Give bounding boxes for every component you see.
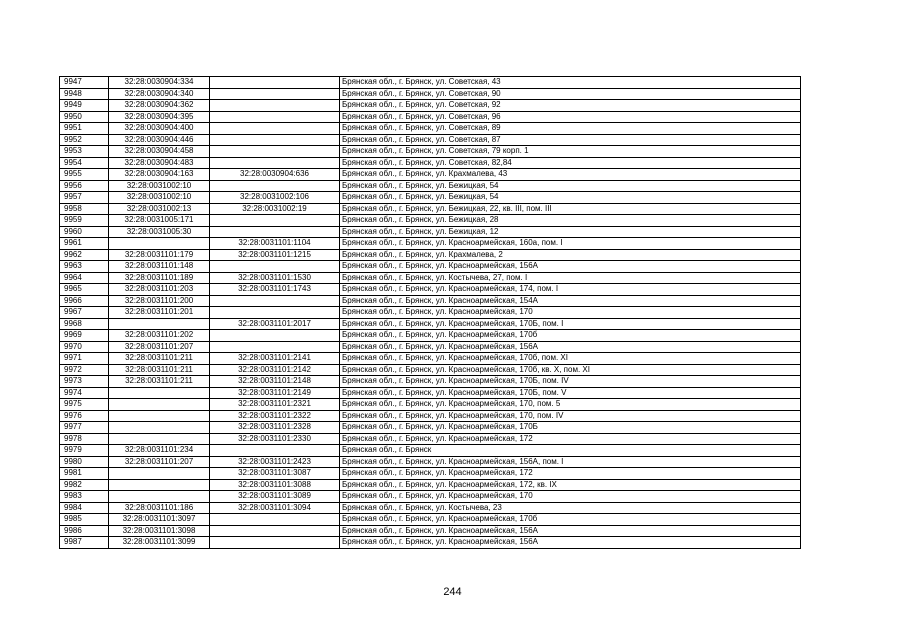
table-row [60, 77, 801, 89]
object-cadastral-number-cell: 32:28:0031101:2141 [210, 353, 340, 365]
address-cell: Брянская обл., г. Брянск, ул. Костычева, 27, пом. I [340, 272, 801, 284]
table-row [60, 479, 801, 491]
row-number-cell: 9956 [60, 180, 109, 192]
parcel-cadastral-number-cell: 32:28:0031101:207 [109, 456, 210, 468]
parcel-cadastral-number-cell [109, 468, 210, 480]
object-cadastral-number-cell: 32:28:0031101:1743 [210, 284, 340, 296]
row-number-cell: 9974 [60, 387, 109, 399]
row-number-cell: 9971 [60, 353, 109, 365]
row-number-cell: 9965 [60, 284, 109, 296]
row-number-cell: 9973 [60, 376, 109, 388]
address-cell: Брянская обл., г. Брянск, ул. Красноармейская, 170б, кв. X, пом. XI [340, 364, 801, 376]
table-row [60, 445, 801, 457]
parcel-cadastral-number-cell: 32:28:0030904:395 [109, 111, 210, 123]
object-cadastral-number-cell [210, 445, 340, 457]
parcel-cadastral-number-cell: 32:28:0031101:3099 [109, 537, 210, 549]
parcel-cadastral-number-cell: 32:28:0030904:400 [109, 123, 210, 135]
object-cadastral-number-cell [210, 226, 340, 238]
object-cadastral-number-cell: 32:28:0031101:1530 [210, 272, 340, 284]
parcel-cadastral-number-cell: 32:28:0031002:10 [109, 180, 210, 192]
row-number-cell: 9963 [60, 261, 109, 273]
table-row [60, 192, 801, 204]
table-row [60, 456, 801, 468]
address-cell: Брянская обл., г. Брянск, ул. Красноармейская, 170 [340, 307, 801, 319]
object-cadastral-number-cell [210, 146, 340, 158]
table-row [60, 261, 801, 273]
object-cadastral-number-cell: 32:28:0031002:19 [210, 203, 340, 215]
parcel-cadastral-number-cell: 32:28:0031101:203 [109, 284, 210, 296]
object-cadastral-number-cell: 32:28:0031101:2321 [210, 399, 340, 411]
address-cell: Брянская обл., г. Брянск, ул. Красноармейская, 172 [340, 468, 801, 480]
address-cell: Брянская обл., г. Брянск, ул. Советская, 96 [340, 111, 801, 123]
row-number-cell: 9980 [60, 456, 109, 468]
address-cell: Брянская обл., г. Брянск, ул. Бежицкая, 22, кв. III, пом. III [340, 203, 801, 215]
table-row [60, 226, 801, 238]
object-cadastral-number-cell [210, 525, 340, 537]
row-number-cell: 9952 [60, 134, 109, 146]
parcel-cadastral-number-cell: 32:28:0031005:171 [109, 215, 210, 227]
object-cadastral-number-cell: 32:28:0031101:3089 [210, 491, 340, 503]
address-cell: Брянская обл., г. Брянск, ул. Советская, 90 [340, 88, 801, 100]
parcel-cadastral-number-cell: 32:28:0031101:211 [109, 353, 210, 365]
table-row [60, 307, 801, 319]
address-cell: Брянская обл., г. Брянск, ул. Советская, 82,84 [340, 157, 801, 169]
parcel-cadastral-number-cell: 32:28:0031101:234 [109, 445, 210, 457]
table-row [60, 376, 801, 388]
address-cell: Брянская обл., г. Брянск [340, 445, 801, 457]
table-row [60, 422, 801, 434]
table-row [60, 169, 801, 181]
address-cell: Брянская обл., г. Брянск, ул. Красноармейская, 156А [340, 537, 801, 549]
row-number-cell: 9986 [60, 525, 109, 537]
address-cell: Брянская обл., г. Брянск, ул. Красноармейская, 154А [340, 295, 801, 307]
address-cell: Брянская обл., г. Брянск, ул. Бежицкая, 54 [340, 192, 801, 204]
cadastral-records-table [59, 76, 801, 549]
address-cell: Брянская обл., г. Брянск, ул. Советская, 79 корп. 1 [340, 146, 801, 158]
object-cadastral-number-cell [210, 307, 340, 319]
address-cell: Брянская обл., г. Брянск, ул. Крахмалева, 43 [340, 169, 801, 181]
parcel-cadastral-number-cell [109, 433, 210, 445]
row-number-cell: 9955 [60, 169, 109, 181]
row-number-cell: 9982 [60, 479, 109, 491]
address-cell: Брянская обл., г. Брянск, ул. Бежицкая, 28 [340, 215, 801, 227]
table-row [60, 399, 801, 411]
row-number-cell: 9951 [60, 123, 109, 135]
table-row [60, 284, 801, 296]
parcel-cadastral-number-cell: 32:28:0031101:179 [109, 249, 210, 261]
table-row [60, 514, 801, 526]
address-cell: Брянская обл., г. Брянск, ул. Красноармейская, 170б [340, 514, 801, 526]
address-cell: Брянская обл., г. Брянск, ул. Красноармейская, 170, пом. 5 [340, 399, 801, 411]
parcel-cadastral-number-cell [109, 491, 210, 503]
object-cadastral-number-cell: 32:28:0031101:2017 [210, 318, 340, 330]
table-row [60, 525, 801, 537]
parcel-cadastral-number-cell: 32:28:0031101:200 [109, 295, 210, 307]
table-row [60, 433, 801, 445]
object-cadastral-number-cell [210, 100, 340, 112]
table-body [60, 77, 801, 549]
row-number-cell: 9981 [60, 468, 109, 480]
row-number-cell: 9947 [60, 77, 109, 89]
table-row [60, 502, 801, 514]
object-cadastral-number-cell: 32:28:0030904:636 [210, 169, 340, 181]
row-number-cell: 9985 [60, 514, 109, 526]
table-row [60, 88, 801, 100]
table-row [60, 180, 801, 192]
object-cadastral-number-cell: 32:28:0031002:106 [210, 192, 340, 204]
parcel-cadastral-number-cell: 32:28:0031101:186 [109, 502, 210, 514]
object-cadastral-number-cell: 32:28:0031101:2423 [210, 456, 340, 468]
parcel-cadastral-number-cell: 32:28:0030904:334 [109, 77, 210, 89]
row-number-cell: 9987 [60, 537, 109, 549]
object-cadastral-number-cell [210, 514, 340, 526]
parcel-cadastral-number-cell: 32:28:0031002:10 [109, 192, 210, 204]
row-number-cell: 9953 [60, 146, 109, 158]
row-number-cell: 9960 [60, 226, 109, 238]
parcel-cadastral-number-cell: 32:28:0031101:3097 [109, 514, 210, 526]
address-cell: Брянская обл., г. Брянск, ул. Красноармейская, 170 [340, 491, 801, 503]
address-cell: Брянская обл., г. Брянск, ул. Красноармейская, 170Б [340, 422, 801, 434]
address-cell: Брянская обл., г. Брянск, ул. Бежицкая, 54 [340, 180, 801, 192]
table-row [60, 249, 801, 261]
parcel-cadastral-number-cell [109, 422, 210, 434]
object-cadastral-number-cell: 32:28:0031101:3088 [210, 479, 340, 491]
object-cadastral-number-cell: 32:28:0031101:1104 [210, 238, 340, 250]
object-cadastral-number-cell: 32:28:0031101:2328 [210, 422, 340, 434]
parcel-cadastral-number-cell: 32:28:0031002:13 [109, 203, 210, 215]
row-number-cell: 9975 [60, 399, 109, 411]
parcel-cadastral-number-cell: 32:28:0031101:201 [109, 307, 210, 319]
row-number-cell: 9967 [60, 307, 109, 319]
table-row [60, 111, 801, 123]
address-cell: Брянская обл., г. Брянск, ул. Красноармейская, 156А [340, 261, 801, 273]
parcel-cadastral-number-cell: 32:28:0030904:163 [109, 169, 210, 181]
object-cadastral-number-cell [210, 261, 340, 273]
address-cell: Брянская обл., г. Брянск, ул. Красноармейская, 160а, пом. I [340, 238, 801, 250]
object-cadastral-number-cell [210, 111, 340, 123]
row-number-cell: 9976 [60, 410, 109, 422]
object-cadastral-number-cell [210, 215, 340, 227]
row-number-cell: 9972 [60, 364, 109, 376]
object-cadastral-number-cell: 32:28:0031101:1215 [210, 249, 340, 261]
parcel-cadastral-number-cell [109, 318, 210, 330]
parcel-cadastral-number-cell [109, 387, 210, 399]
parcel-cadastral-number-cell: 32:28:0031101:207 [109, 341, 210, 353]
table-row [60, 146, 801, 158]
table-row [60, 100, 801, 112]
row-number-cell: 9959 [60, 215, 109, 227]
parcel-cadastral-number-cell: 32:28:0030904:446 [109, 134, 210, 146]
parcel-cadastral-number-cell: 32:28:0030904:362 [109, 100, 210, 112]
table-row [60, 215, 801, 227]
object-cadastral-number-cell: 32:28:0031101:2322 [210, 410, 340, 422]
page-number: 244 [443, 586, 462, 598]
table-row [60, 410, 801, 422]
parcel-cadastral-number-cell: 32:28:0031101:211 [109, 376, 210, 388]
parcel-cadastral-number-cell [109, 479, 210, 491]
parcel-cadastral-number-cell: 32:28:0031101:148 [109, 261, 210, 273]
address-cell: Брянская обл., г. Брянск, ул. Красноармейская, 170Б, пом. IV [340, 376, 801, 388]
object-cadastral-number-cell [210, 180, 340, 192]
parcel-cadastral-number-cell [109, 410, 210, 422]
row-number-cell: 9979 [60, 445, 109, 457]
object-cadastral-number-cell [210, 330, 340, 342]
table-row [60, 203, 801, 215]
row-number-cell: 9949 [60, 100, 109, 112]
object-cadastral-number-cell [210, 295, 340, 307]
table-row [60, 157, 801, 169]
address-cell: Брянская обл., г. Брянск, ул. Советская, 43 [340, 77, 801, 89]
parcel-cadastral-number-cell: 32:28:0031101:189 [109, 272, 210, 284]
object-cadastral-number-cell [210, 157, 340, 169]
object-cadastral-number-cell: 32:28:0031101:2330 [210, 433, 340, 445]
address-cell: Брянская обл., г. Брянск, ул. Красноармейская, 172, кв. IX [340, 479, 801, 491]
address-cell: Брянская обл., г. Брянск, ул. Красноармейская, 170, пом. IV [340, 410, 801, 422]
table-row [60, 238, 801, 250]
row-number-cell: 9957 [60, 192, 109, 204]
address-cell: Брянская обл., г. Брянск, ул. Красноармейская, 156А [340, 341, 801, 353]
object-cadastral-number-cell [210, 77, 340, 89]
row-number-cell: 9958 [60, 203, 109, 215]
address-cell: Брянская обл., г. Брянск, ул. Костычева, 23 [340, 502, 801, 514]
table-row [60, 318, 801, 330]
address-cell: Брянская обл., г. Брянск, ул. Красноармейская, 172 [340, 433, 801, 445]
address-cell: Брянская обл., г. Брянск, ул. Красноармейская, 170б [340, 330, 801, 342]
table-row [60, 272, 801, 284]
row-number-cell: 9948 [60, 88, 109, 100]
row-number-cell: 9970 [60, 341, 109, 353]
address-cell: Брянская обл., г. Брянск, ул. Красноармейская, 170Б, пом. I [340, 318, 801, 330]
table-row [60, 364, 801, 376]
object-cadastral-number-cell: 32:28:0031101:2149 [210, 387, 340, 399]
row-number-cell: 9983 [60, 491, 109, 503]
address-cell: Брянская обл., г. Брянск, ул. Красноармейская, 170б, пом. XI [340, 353, 801, 365]
parcel-cadastral-number-cell: 32:28:0031101:202 [109, 330, 210, 342]
object-cadastral-number-cell: 32:28:0031101:3087 [210, 468, 340, 480]
address-cell: Брянская обл., г. Брянск, ул. Красноармейская, 156А, пом. I [340, 456, 801, 468]
table-row [60, 341, 801, 353]
address-cell: Брянская обл., г. Брянск, ул. Советская, 92 [340, 100, 801, 112]
row-number-cell: 9962 [60, 249, 109, 261]
parcel-cadastral-number-cell: 32:28:0030904:483 [109, 157, 210, 169]
row-number-cell: 9961 [60, 238, 109, 250]
table-row [60, 537, 801, 549]
row-number-cell: 9969 [60, 330, 109, 342]
parcel-cadastral-number-cell: 32:28:0031101:211 [109, 364, 210, 376]
parcel-cadastral-number-cell [109, 399, 210, 411]
table-row [60, 387, 801, 399]
object-cadastral-number-cell: 32:28:0031101:2148 [210, 376, 340, 388]
row-number-cell: 9968 [60, 318, 109, 330]
table-row [60, 330, 801, 342]
parcel-cadastral-number-cell: 32:28:0031005:30 [109, 226, 210, 238]
row-number-cell: 9984 [60, 502, 109, 514]
table-row [60, 468, 801, 480]
object-cadastral-number-cell [210, 341, 340, 353]
row-number-cell: 9966 [60, 295, 109, 307]
parcel-cadastral-number-cell: 32:28:0030904:340 [109, 88, 210, 100]
table-row [60, 353, 801, 365]
table-row [60, 295, 801, 307]
row-number-cell: 9964 [60, 272, 109, 284]
table-row [60, 134, 801, 146]
row-number-cell: 9977 [60, 422, 109, 434]
object-cadastral-number-cell [210, 134, 340, 146]
table-row [60, 491, 801, 503]
object-cadastral-number-cell: 32:28:0031101:2142 [210, 364, 340, 376]
parcel-cadastral-number-cell: 32:28:0030904:458 [109, 146, 210, 158]
row-number-cell: 9978 [60, 433, 109, 445]
row-number-cell: 9954 [60, 157, 109, 169]
parcel-cadastral-number-cell: 32:28:0031101:3098 [109, 525, 210, 537]
address-cell: Брянская обл., г. Брянск, ул. Бежицкая, 12 [340, 226, 801, 238]
parcel-cadastral-number-cell [109, 238, 210, 250]
address-cell: Брянская обл., г. Брянск, ул. Красноармейская, 170Б, пом. V [340, 387, 801, 399]
address-cell: Брянская обл., г. Брянск, ул. Красноармейская, 174, пом. I [340, 284, 801, 296]
address-cell: Брянская обл., г. Брянск, ул. Крахмалева, 2 [340, 249, 801, 261]
object-cadastral-number-cell [210, 88, 340, 100]
table-row [60, 123, 801, 135]
address-cell: Брянская обл., г. Брянск, ул. Советская, 87 [340, 134, 801, 146]
address-cell: Брянская обл., г. Брянск, ул. Красноармейская, 156А [340, 525, 801, 537]
object-cadastral-number-cell: 32:28:0031101:3094 [210, 502, 340, 514]
row-number-cell: 9950 [60, 111, 109, 123]
object-cadastral-number-cell [210, 123, 340, 135]
object-cadastral-number-cell [210, 537, 340, 549]
address-cell: Брянская обл., г. Брянск, ул. Советская, 89 [340, 123, 801, 135]
